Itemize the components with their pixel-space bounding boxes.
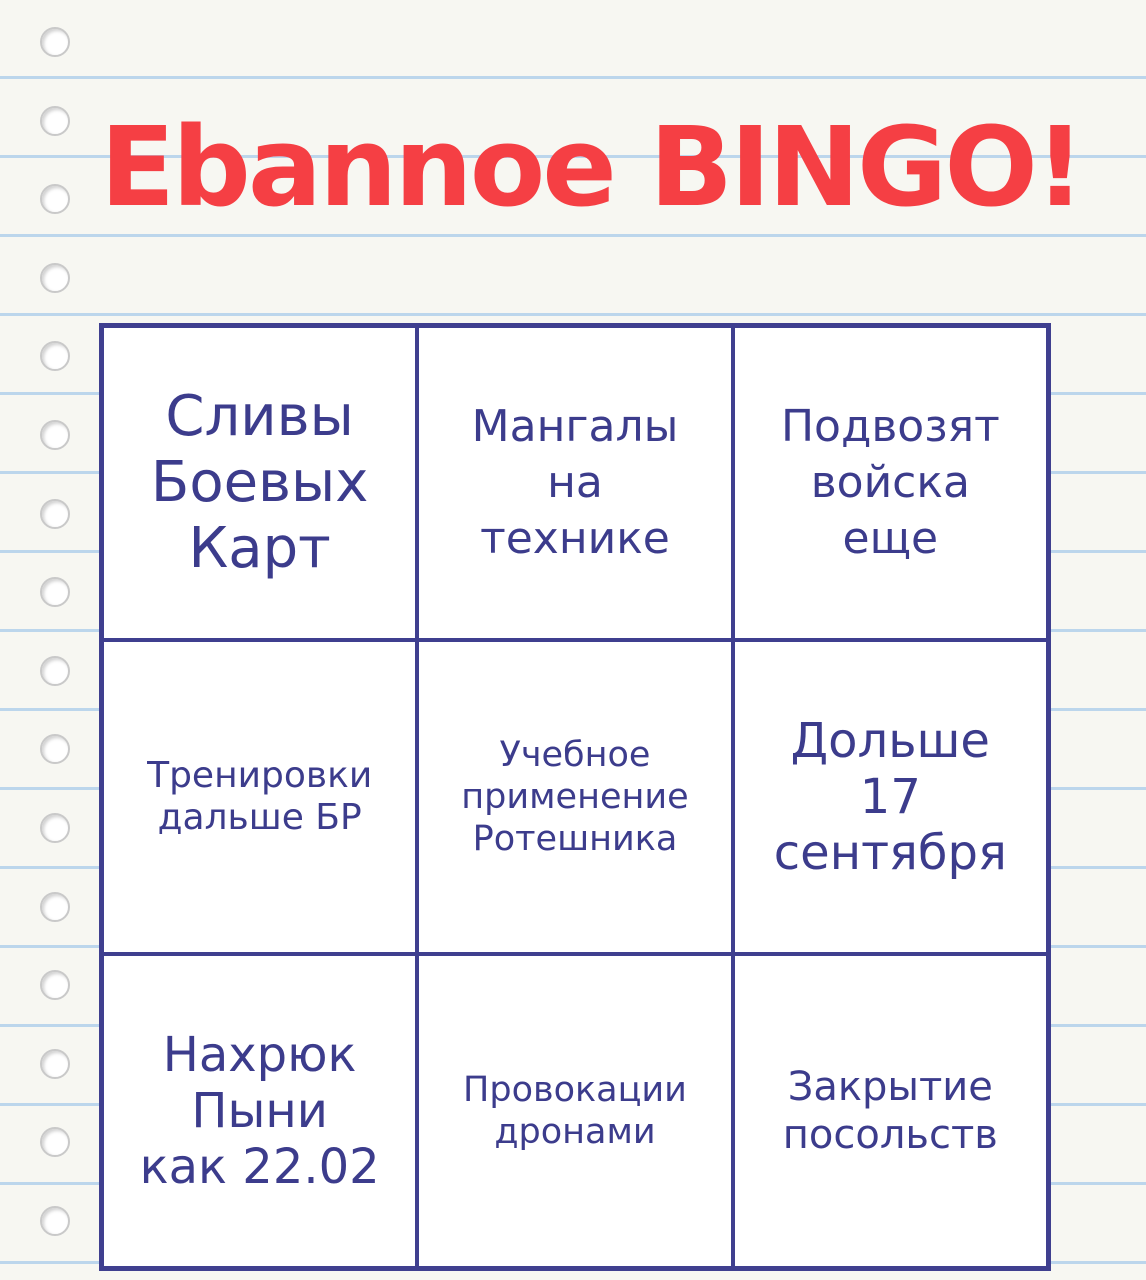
binder-hole bbox=[40, 656, 70, 686]
binder-hole bbox=[40, 106, 70, 136]
binder-hole bbox=[40, 577, 70, 607]
binder-hole bbox=[40, 892, 70, 922]
cell-label: Тренировки дальше БР bbox=[147, 755, 373, 838]
cell-label: Мангалы на технике bbox=[471, 401, 679, 564]
binder-hole bbox=[40, 1049, 70, 1079]
binder-hole bbox=[40, 499, 70, 529]
binder-hole bbox=[40, 184, 70, 214]
bingo-cell[interactable] bbox=[417, 326, 732, 640]
bingo-cell[interactable] bbox=[102, 640, 417, 954]
cell-label: Нахрюк Пыни как 22.02 bbox=[139, 1027, 380, 1195]
binder-holes bbox=[40, 0, 74, 1280]
bingo-cell[interactable] bbox=[733, 954, 1048, 1268]
cell-label: Закрытие посольств bbox=[782, 1064, 998, 1158]
bingo-cell[interactable] bbox=[102, 954, 417, 1268]
bingo-cell[interactable] bbox=[733, 326, 1048, 640]
binder-hole bbox=[40, 1206, 70, 1236]
bingo-board bbox=[99, 323, 1051, 1271]
binder-hole bbox=[40, 813, 70, 843]
binder-hole bbox=[40, 420, 70, 450]
binder-hole bbox=[40, 734, 70, 764]
cell-label: Сливы Боевых Карт bbox=[150, 384, 369, 581]
bingo-cell[interactable] bbox=[417, 954, 732, 1268]
bingo-cell[interactable] bbox=[102, 326, 417, 640]
cell-label: Подвозят войска еще bbox=[780, 401, 1000, 564]
bingo-cell[interactable] bbox=[733, 640, 1048, 954]
binder-hole bbox=[40, 27, 70, 57]
binder-hole bbox=[40, 341, 70, 371]
cell-label: Учебное применение Ротешника bbox=[461, 735, 689, 859]
binder-hole bbox=[40, 1127, 70, 1157]
binder-hole bbox=[40, 970, 70, 1000]
binder-hole bbox=[40, 263, 70, 293]
bingo-title: Ebannoe BINGO! bbox=[100, 103, 1082, 231]
cell-label: Дольше 17 сентября bbox=[773, 713, 1007, 881]
cell-label: Провокации дронами bbox=[463, 1070, 687, 1152]
bingo-cell[interactable] bbox=[417, 640, 732, 954]
